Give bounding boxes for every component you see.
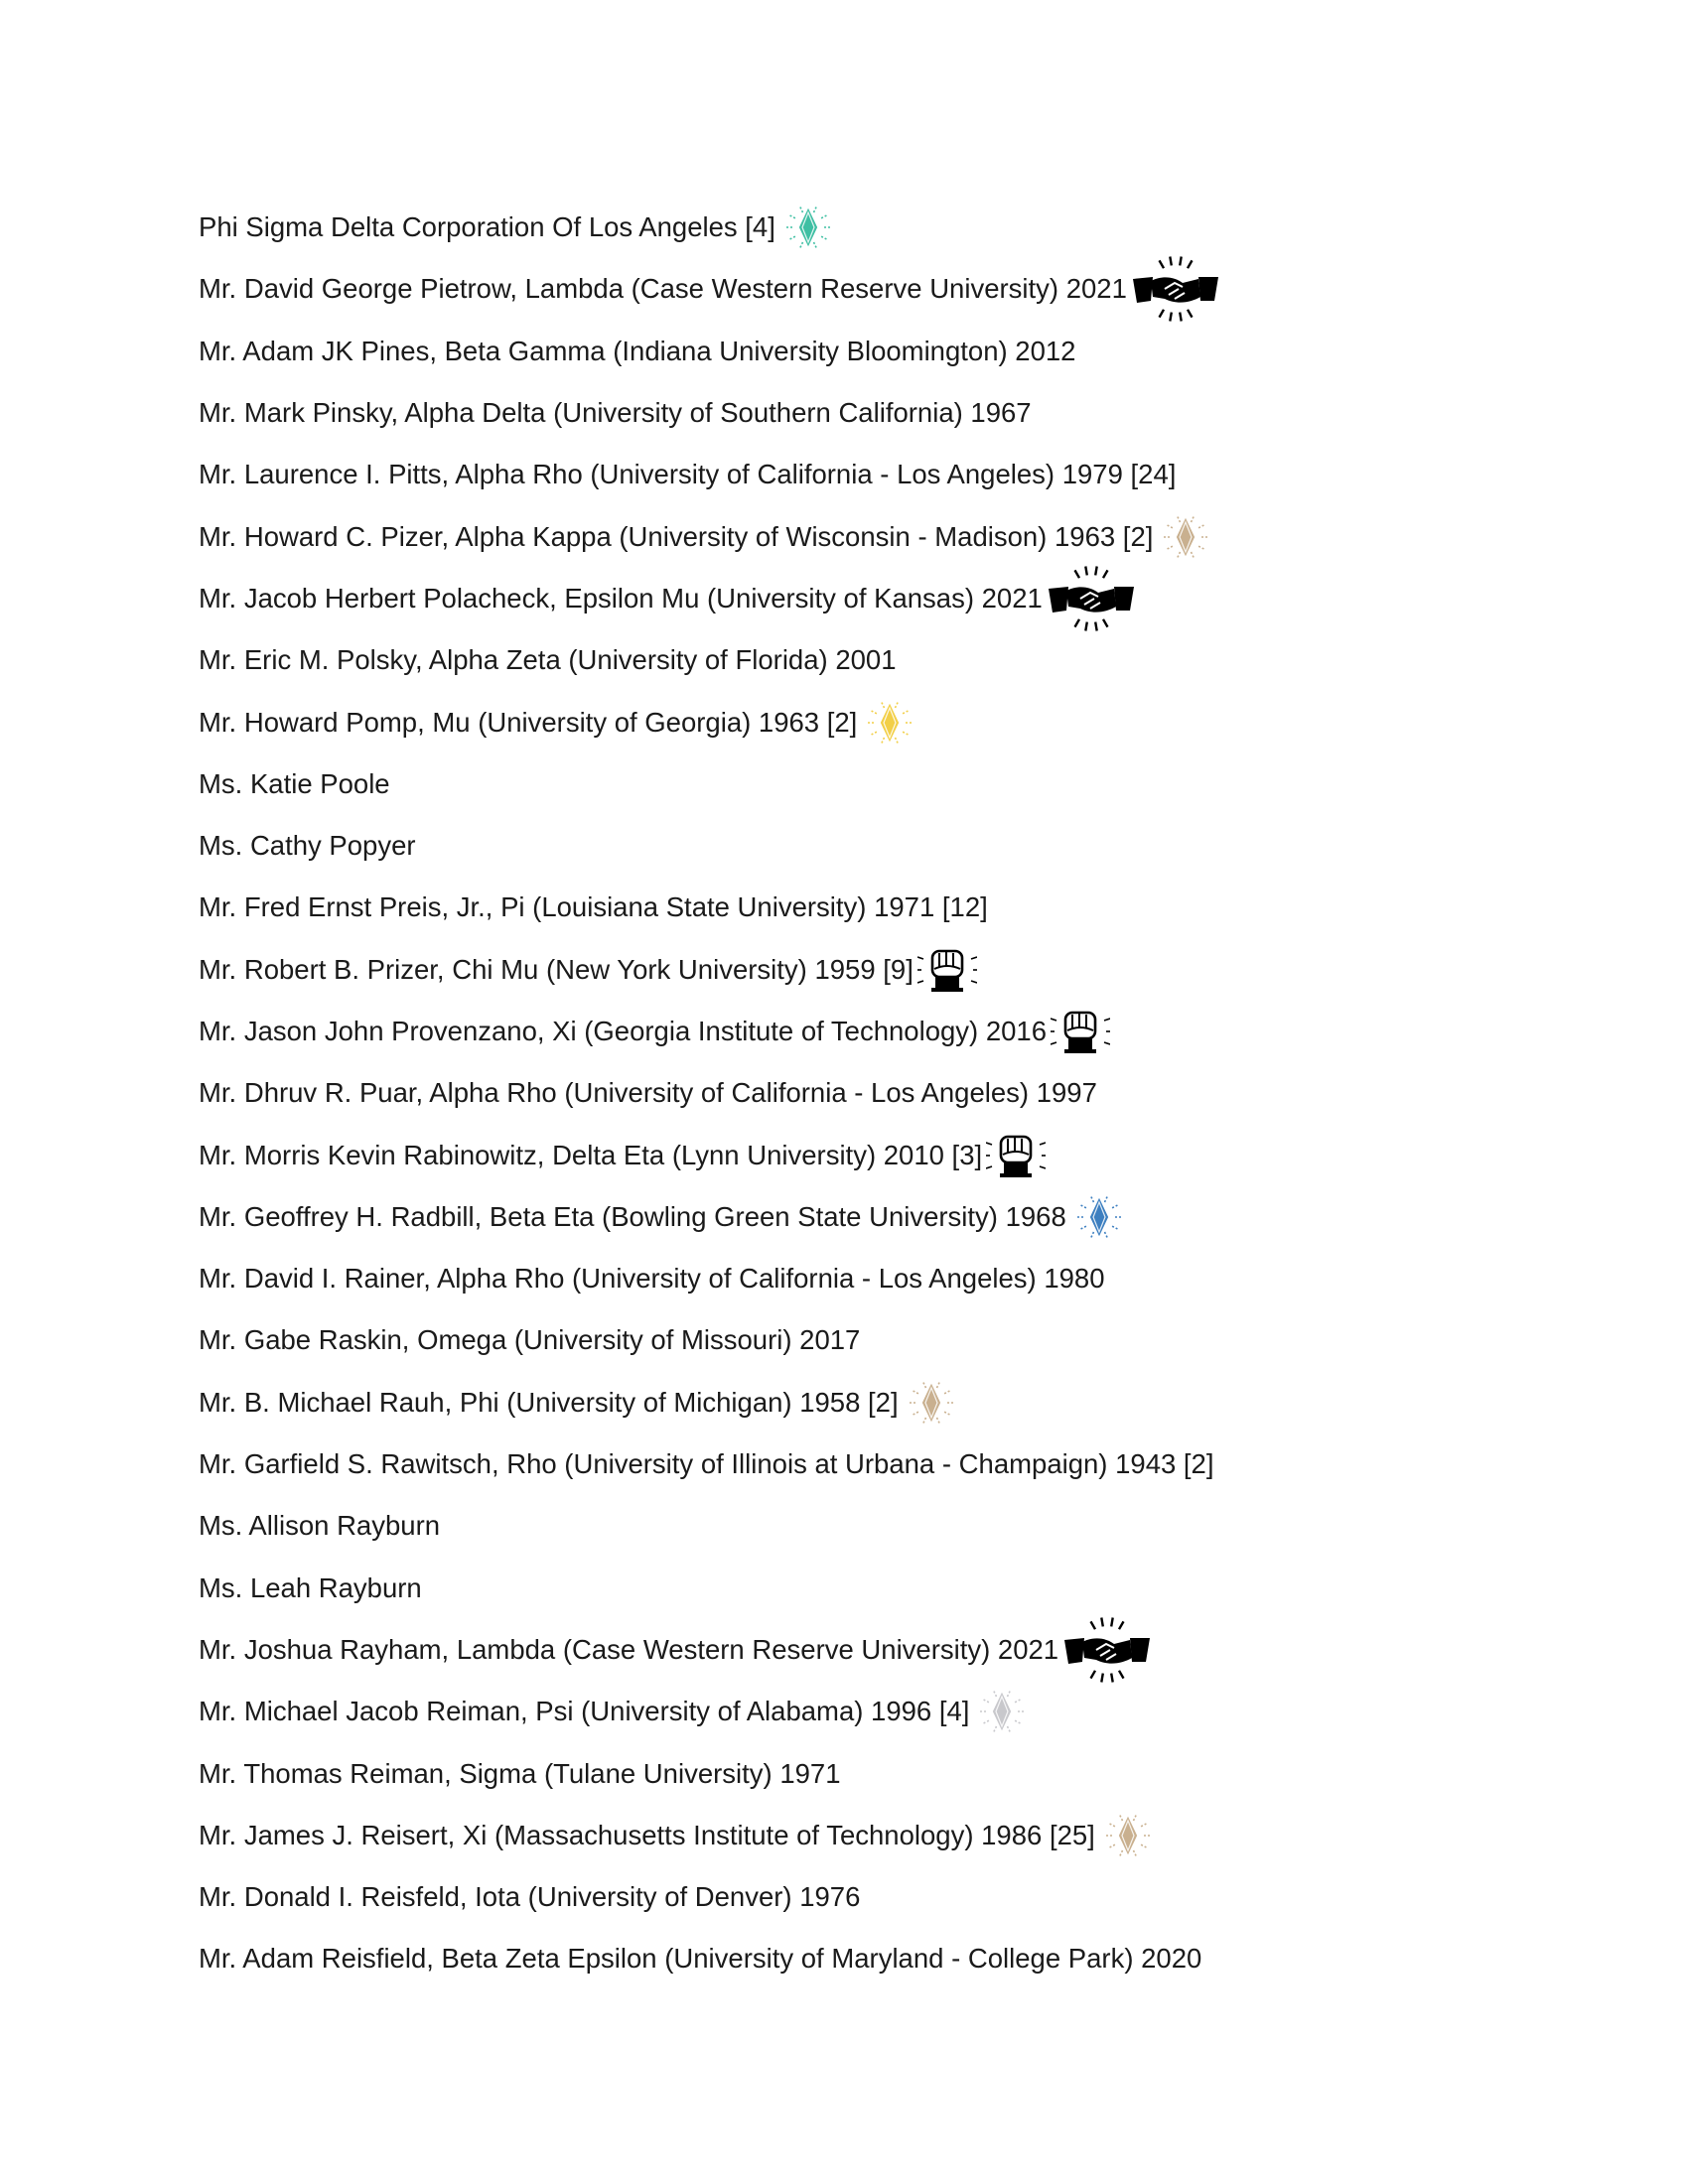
diamond-icon bbox=[903, 1378, 960, 1428]
entry-text: Mr. Garfield S. Rawitsch, Rho (University of Illinois at Urbana - Champaign) 1943 [2] bbox=[199, 1448, 1214, 1480]
list-item bbox=[199, 1062, 1589, 1124]
diamond-icon bbox=[1099, 1811, 1157, 1860]
list-item bbox=[199, 197, 1589, 258]
entry-text: Mr. Jason John Provenzano, Xi (Georgia Institute of Technology) 2016 bbox=[199, 1016, 1048, 1046]
entry-text: Mr. Howard Pomp, Mu (University of Georgia) 1963 [2] bbox=[199, 706, 858, 738]
list-item bbox=[199, 1866, 1589, 1928]
list-item bbox=[199, 939, 1589, 1001]
entry-text: Mr. Dhruv R. Puar, Alpha Rho (University of California - Los Angeles) 1997 bbox=[199, 1077, 1097, 1109]
list-item bbox=[199, 258, 1589, 320]
list-item bbox=[199, 444, 1589, 505]
entry-text: Ms. Allison Rayburn bbox=[199, 1510, 441, 1542]
list-item bbox=[199, 1495, 1589, 1557]
list-item bbox=[199, 815, 1589, 877]
fist-icon bbox=[986, 1131, 1046, 1180]
entry-text: Mr. Adam Reisfield, Beta Zeta Epsilon (University of Maryland - College Park) 2020 bbox=[199, 1943, 1202, 1975]
entry-text: Mr. Adam JK Pines, Beta Gamma (Indiana University Bloomington) 2012 bbox=[199, 335, 1076, 366]
entry-text: Mr. Robert B. Prizer, Chi Mu (New York University) 1959 [9] bbox=[199, 953, 914, 985]
entry-text: Mr. David George Pietrow, Lambda (Case Western Reserve University) 2021 bbox=[199, 273, 1127, 305]
entry-text: Mr. Gabe Raskin, Omega (University of Missouri) 2017 bbox=[199, 1324, 861, 1356]
entry-text: Ms. Katie Poole bbox=[199, 767, 390, 799]
diamond-icon bbox=[779, 203, 837, 252]
fist-icon bbox=[917, 945, 977, 995]
list-item bbox=[199, 1619, 1589, 1681]
list-item bbox=[199, 1433, 1589, 1495]
handshake-icon bbox=[1131, 253, 1220, 325]
entry-text: Mr. Morris Kevin Rabinowitz, Delta Eta (Lynn University) 2010 [3] bbox=[199, 1139, 983, 1170]
list-item bbox=[199, 753, 1589, 815]
member-list bbox=[199, 197, 1589, 1990]
list-item bbox=[199, 1681, 1589, 1742]
list-item bbox=[199, 1928, 1589, 1989]
entry-text: Mr. B. Michael Rauh, Phi (University of Michigan) 1958 [2] bbox=[199, 1386, 899, 1418]
list-item bbox=[199, 1309, 1589, 1371]
list-item bbox=[199, 1558, 1589, 1619]
list-item bbox=[199, 1372, 1589, 1433]
entry-text: Mr. Eric M. Polsky, Alpha Zeta (University of Florida) 2001 bbox=[199, 644, 897, 676]
entry-text: Mr. Jacob Herbert Polacheck, Epsilon Mu (University of Kansas) 2021 bbox=[199, 582, 1043, 614]
entry-text: Mr. Howard C. Pizer, Alpha Kappa (University of Wisconsin - Madison) 1963 [2] bbox=[199, 520, 1154, 552]
diamond-icon bbox=[861, 698, 918, 748]
diamond-icon bbox=[1157, 512, 1214, 562]
entry-text: Mr. Michael Jacob Reiman, Psi (University of Alabama) 1996 [4] bbox=[199, 1696, 970, 1727]
handshake-icon bbox=[1047, 563, 1136, 634]
list-item bbox=[199, 382, 1589, 444]
diamond-icon bbox=[973, 1687, 1031, 1736]
entry-text: Mr. Donald I. Reisfeld, Iota (University of Denver) 1976 bbox=[199, 1881, 861, 1913]
list-item bbox=[199, 1805, 1589, 1866]
entry-text: Mr. James J. Reisert, Xi (Massachusetts Institute of Technology) 1986 [25] bbox=[199, 1819, 1095, 1850]
list-item bbox=[199, 691, 1589, 752]
list-item bbox=[199, 1742, 1589, 1804]
entry-text: Phi Sigma Delta Corporation Of Los Angeles [4] bbox=[199, 211, 775, 243]
entry-text: Mr. Thomas Reiman, Sigma (Tulane University) 1971 bbox=[199, 1757, 841, 1789]
entry-text: Mr. Joshua Rayham, Lambda (Case Western Reserve University) 2021 bbox=[199, 1633, 1059, 1665]
entry-text: Ms. Leah Rayburn bbox=[199, 1571, 422, 1603]
handshake-icon bbox=[1062, 1614, 1152, 1686]
list-item bbox=[199, 1248, 1589, 1309]
fist-icon bbox=[1051, 1007, 1110, 1056]
list-item bbox=[199, 321, 1589, 382]
list-item bbox=[199, 1001, 1589, 1062]
entry-text: Mr. Fred Ernst Preis, Jr., Pi (Louisiana State University) 1971 [12] bbox=[199, 891, 988, 923]
list-item bbox=[199, 877, 1589, 938]
diamond-icon bbox=[1070, 1192, 1128, 1242]
entry-text: Mr. Geoffrey H. Radbill, Beta Eta (Bowling Green State University) 1968 bbox=[199, 1200, 1066, 1232]
entry-text: Mr. Mark Pinsky, Alpha Delta (University of Southern California) 1967 bbox=[199, 397, 1032, 429]
list-item bbox=[199, 505, 1589, 567]
list-item bbox=[199, 1124, 1589, 1185]
entry-text: Mr. David I. Rainer, Alpha Rho (University of California - Los Angeles) 1980 bbox=[199, 1263, 1105, 1295]
entry-text: Ms. Cathy Popyer bbox=[199, 830, 416, 862]
list-item bbox=[199, 568, 1589, 629]
list-item bbox=[199, 1186, 1589, 1248]
entry-text: Mr. Laurence I. Pitts, Alpha Rho (University of California - Los Angeles) 1979 [24] bbox=[199, 459, 1177, 490]
list-item bbox=[199, 629, 1589, 691]
